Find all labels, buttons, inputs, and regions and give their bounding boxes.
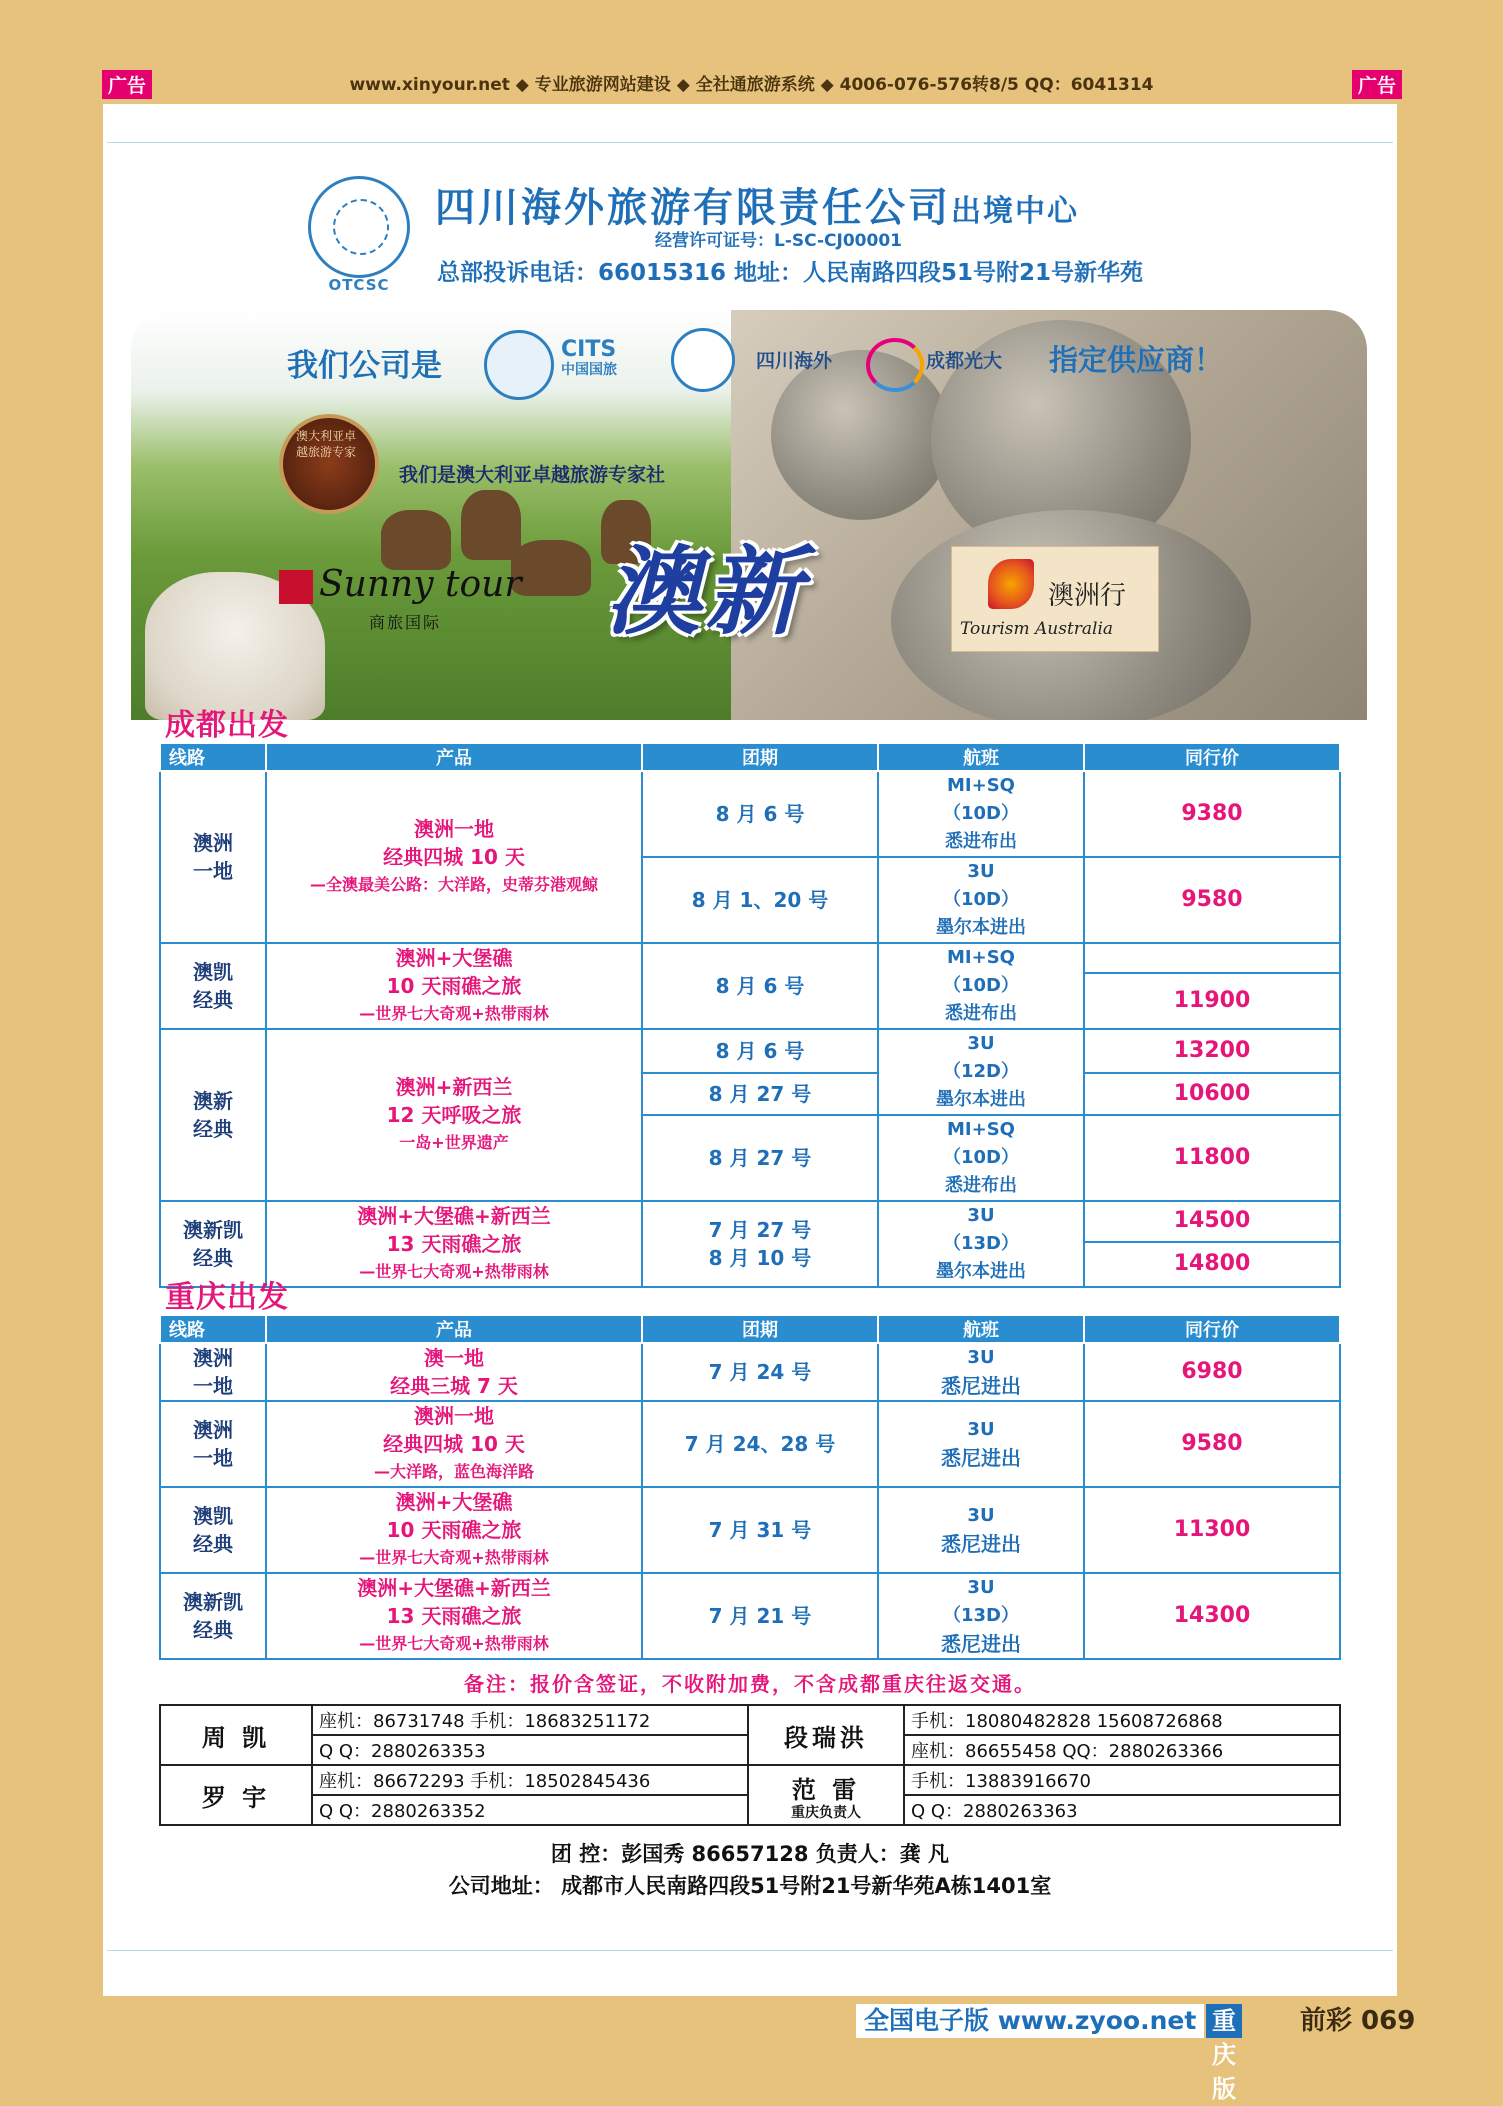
contact-row	[160, 1705, 1340, 1735]
chengdu-table	[159, 742, 1341, 1288]
sunny-tour-mark	[279, 570, 313, 604]
price-note: 备注：报价含签证，不收附加费，不含成都重庆往返交通。	[464, 1672, 1036, 1696]
table-row: 澳凯 经典 澳洲+大堡礁 10 天雨礁之旅 —世界七大奇观+热带雨林 8 月 6 号 MI+SQ （10D） 悉进布出	[160, 943, 1340, 973]
we-are-label: 我们公司是	[287, 348, 442, 384]
cits-globe-icon	[484, 330, 554, 400]
contact-phone: 手机：18080482828 15608726868	[904, 1705, 1340, 1735]
ad-tag-left: 广告	[102, 70, 152, 99]
banner-title: 澳新	[605, 535, 805, 648]
sunny-tour-sub: 商旅国际	[369, 613, 442, 632]
contact-qq: Q Q：2880263363	[904, 1795, 1340, 1825]
site-banner: 全国电子版 www.zyoo.net	[856, 2004, 1204, 2038]
expert-slogan: 我们是澳大利亚卓越旅游专家社	[399, 464, 666, 486]
contact-phone: 座机：86731748 手机：18683251172	[312, 1705, 748, 1735]
otcsc-logo	[308, 176, 410, 278]
table-row: 8 月 1、20 号 3U （10D） 墨尔本进出 9580	[160, 857, 1340, 943]
table-row: 14800	[160, 1242, 1340, 1287]
table-row: 澳新 经典 澳洲+新西兰 12 天呼吸之旅 一岛+世界遗产 8 月 6 号 3U （12D） 墨尔本进出 13200	[160, 1029, 1340, 1073]
contact-name: 段瑞洪	[748, 1705, 904, 1765]
contact-phone: 座机：86672293 手机：18502845436	[312, 1765, 748, 1795]
table-row: 澳凯 经典 澳洲+大堡礁 10 天雨礁之旅 —世界七大奇观+热带雨林 7 月 31 号 3U 悉尼进出 11300	[160, 1487, 1340, 1573]
table-row: 澳洲 一地 澳一地 经典三城 7 天 7 月 24 号 3U 悉尼进出 6980	[160, 1343, 1340, 1401]
page-number: 前彩 069	[1300, 2006, 1416, 2036]
table-header: 线路 产品 团期 航班 同行价	[160, 1315, 1340, 1343]
chengdu-guangda-label: 成都光大	[926, 350, 1003, 372]
top-bar-text: www.xinyour.net ◆ 专业旅游网站建设 ◆ 全社通旅游系统 ◆ 4006-076-576转8/5 QQ：6041314	[349, 75, 1154, 95]
tourism-en: Tourism Australia	[960, 619, 1114, 639]
kangaroo-icon	[988, 559, 1034, 609]
contact-row	[160, 1765, 1340, 1795]
contact-name: 范 雷 重庆负责人	[748, 1765, 904, 1825]
contact-table	[159, 1704, 1341, 1826]
tourism-cn: 澳洲行	[1048, 581, 1127, 611]
table-row: 澳新凯 经典 澳洲+大堡礁+新西兰 13 天雨礁之旅 —世界七大奇观+热带雨林 7 月 21 号 3U （13D） 悉尼进出 14300	[160, 1573, 1340, 1659]
ad-tag-right: 广告	[1352, 70, 1402, 99]
edition-tag: 重庆版	[1206, 2004, 1242, 2038]
table-row: 澳新凯 经典 澳洲+大堡礁+新西兰 13 天雨礁之旅 —世界七大奇观+热带雨林 7 月 27 号 8 月 10 号 3U （13D） 墨尔本进出 14500	[160, 1201, 1340, 1242]
company-address: 公司地址： 成都市人民南路四段51号附21号新华苑A栋1401室	[448, 1874, 1052, 1898]
designated-supplier: 指定供应商！	[1049, 343, 1224, 377]
cits-logo-text: CITS 中国国旅	[561, 337, 617, 378]
divider-bottom	[107, 1950, 1393, 1951]
otcsc-small-logo	[671, 328, 735, 392]
table-header: 线路 产品 团期 航班 同行价	[160, 743, 1340, 771]
chongqing-title: 重庆出发	[165, 1280, 289, 1315]
contact-qq: Q Q：2880263352	[312, 1795, 748, 1825]
company-name: 四川海外旅游有限责任公司出境中心	[435, 184, 1079, 231]
table-row: 8 月 27 号 MI+SQ （10D） 悉进布出 11800	[160, 1115, 1340, 1201]
hotline-address: 总部投诉电话：66015316 地址：人民南路四段51号附21号新华苑	[437, 260, 1144, 286]
tourism-australia-logo	[951, 546, 1159, 652]
contact-name: 周 凯	[160, 1705, 312, 1765]
table-row: 8 月 27 号 10600	[160, 1073, 1340, 1115]
company-suffix: 出境中心	[951, 194, 1079, 229]
top-ad-bar	[0, 66, 1503, 96]
chengdu-guangda-logo	[866, 338, 924, 392]
page-card	[103, 104, 1397, 1996]
logo-label: OTCSC	[328, 276, 390, 294]
medal-text: 澳大利亚卓越旅游专家	[295, 429, 356, 459]
sichuan-haiwai-label: 四川海外	[756, 350, 833, 372]
table-row: 澳洲 一地 澳洲一地 经典四城 10 天 —全澳最美公路：大洋路，史蒂芬港观鲸 8 月 6 号 MI+SQ （10D） 悉进布出 9380	[160, 771, 1340, 857]
contact-phone: 座机：86655458 QQ：2880263366	[904, 1735, 1340, 1765]
chengdu-title: 成都出发	[165, 708, 289, 743]
contact-role: 重庆负责人	[791, 1804, 861, 1821]
sunny-tour-logo: Sunny tour	[319, 564, 522, 605]
contact-phone: 手机：13883916670	[904, 1765, 1340, 1795]
group-control-line: 团 控：彭国秀 86657128 负责人：龚 凡	[550, 1842, 950, 1866]
divider-top	[107, 142, 1393, 143]
promo-banner	[131, 310, 1367, 720]
license-number: 经营许可证号：L-SC-CJ00001	[655, 231, 902, 251]
table-row: 11900	[160, 973, 1340, 1029]
chongqing-table	[159, 1314, 1341, 1660]
table-row: 澳洲 一地 澳洲一地 经典四城 10 天 —大洋路，蓝色海洋路 7 月 24、28 号 3U 悉尼进出 9580	[160, 1401, 1340, 1487]
contact-name: 罗 宇	[160, 1765, 312, 1825]
contact-qq: Q Q：2880263353	[312, 1735, 748, 1765]
